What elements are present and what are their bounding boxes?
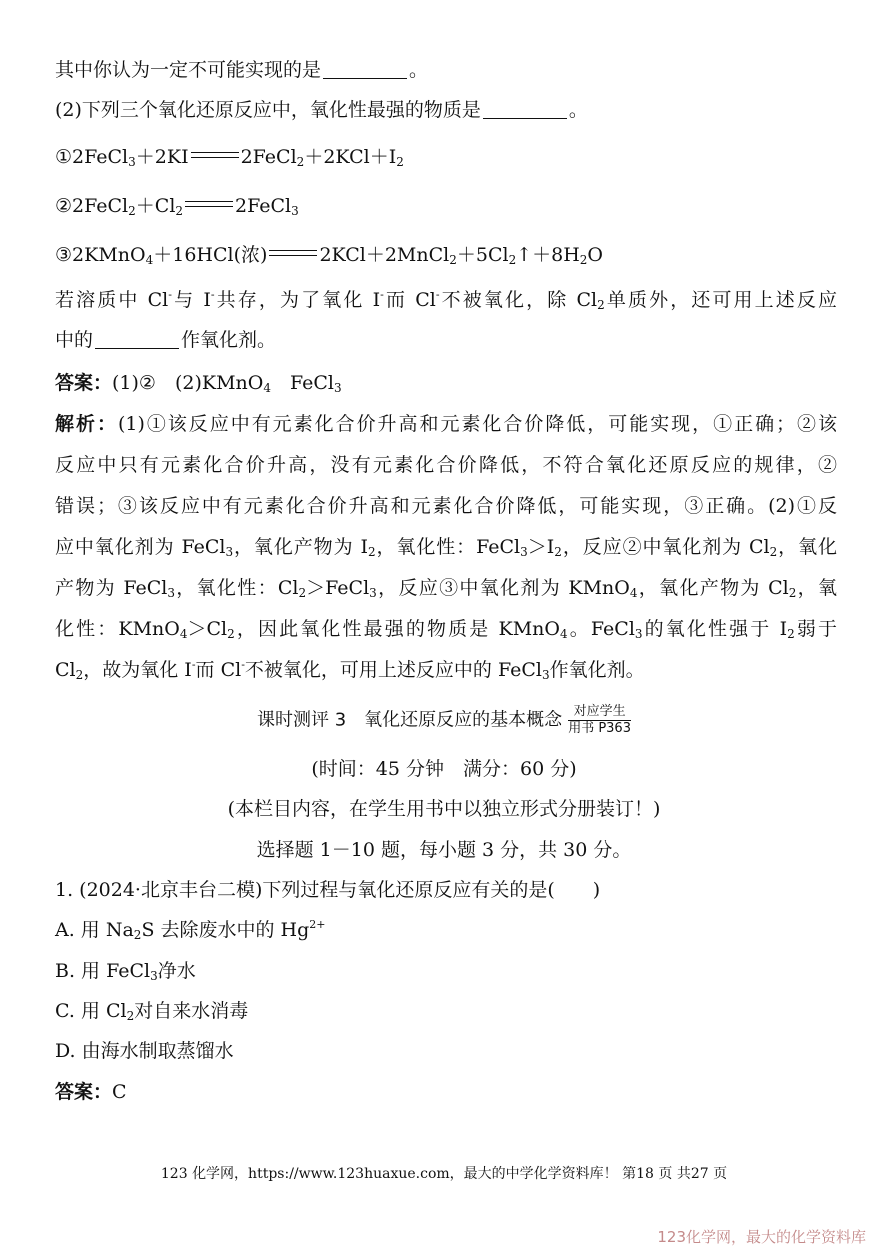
analysis-line-4	[55, 535, 837, 559]
question-1-answer	[55, 1080, 127, 1104]
text: 错误；③该反应中有元素化合价升高和元素化合价降低，可能实现，③正确。(2)①反	[55, 495, 837, 517]
formula: 2FeCl	[235, 195, 292, 217]
text: 。FeCl	[567, 618, 635, 640]
subscript: 2	[788, 586, 797, 600]
subscript: 3	[541, 668, 550, 682]
subscript: 2	[175, 204, 184, 218]
subscript: 2	[449, 253, 457, 267]
text: 的氧化性强于 I	[642, 618, 788, 640]
analysis-label: 解析：	[55, 413, 118, 435]
superscript: -	[191, 658, 196, 671]
text: 化性：KMnO	[55, 618, 180, 640]
text: 而 Cl	[383, 289, 436, 311]
subscript: 3	[634, 627, 643, 641]
superscript: -	[380, 288, 384, 301]
text: B. 用 FeCl	[55, 960, 151, 982]
formula: ＋16HCl(浓)	[153, 244, 268, 266]
subscript: 3	[150, 969, 158, 983]
superscript: -	[241, 658, 245, 671]
subscript: 4	[629, 586, 638, 600]
text: 净水	[157, 960, 196, 982]
text: 不被氧化，除 Cl	[439, 289, 598, 311]
formula: ＋2KI	[135, 146, 189, 168]
formula: 2KMnO	[72, 244, 146, 266]
answer-blank	[95, 330, 179, 349]
text: ，反应③中氧化剂为 KMnO	[376, 577, 630, 599]
question-2-stem	[55, 98, 588, 122]
subscript: 3	[291, 204, 299, 218]
subscript: 4	[179, 627, 188, 641]
text: 应中氧化剂为 FeCl	[55, 536, 226, 558]
subscript: 2	[787, 627, 795, 641]
reaction-3	[55, 243, 603, 267]
subscript: 2	[367, 545, 376, 559]
text: 作氧化剂。	[549, 659, 645, 681]
text: 单质外，还可用上述反应	[604, 289, 838, 311]
text: 弱于	[794, 618, 837, 640]
reaction-2	[55, 194, 299, 218]
line-end: 。	[409, 59, 429, 81]
subscript: 2	[227, 627, 235, 641]
reaction-number: ③	[55, 244, 73, 266]
analysis-line-6	[55, 617, 837, 641]
subscript: 3	[128, 155, 136, 169]
equals-sign	[183, 194, 235, 214]
subscript: 2	[508, 253, 517, 267]
text: (1)①该反应中有元素化合价升高和元素化合价降低，可能实现，①正确；②该	[117, 413, 837, 435]
answer-blank	[323, 60, 407, 79]
text: 产物为 FeCl	[55, 577, 168, 599]
subscript: 2	[769, 545, 778, 559]
answer-text: (1)② (2)KMnO	[112, 372, 264, 394]
formula: ＋5Cl	[456, 244, 509, 266]
answer-label: 答案：	[55, 372, 113, 394]
text: ，因此氧化性最强的物质是 KMnO	[234, 618, 560, 640]
condition-line-1	[55, 288, 837, 312]
question-1-stem: 1. (2024·北京丰台二模)下列过程与氧化还原反应有关的是( )	[55, 879, 601, 901]
text: 对自来水消毒	[134, 1000, 249, 1022]
answer-text: FeCl	[270, 372, 334, 394]
subscript: 3	[520, 545, 528, 559]
watermark: 123化学网，最大的化学资料库	[657, 1228, 866, 1246]
subscript: 3	[369, 586, 377, 600]
superscript: -	[435, 288, 440, 301]
section-title	[0, 704, 888, 737]
option-a	[55, 918, 325, 942]
text: S 去除废水中的 Hg	[141, 919, 310, 941]
option-b	[55, 959, 196, 983]
subscript: 2	[126, 1009, 135, 1023]
q2-text: (2)下列三个氧化还原反应中，氧化性最强的物质是	[55, 99, 481, 121]
answer-blank	[483, 100, 567, 119]
page-footer: 123 化学网，https://www.123huaxue.com，最大的中学化学资料库！ 第18 页 共27 页	[160, 1166, 728, 1182]
text: ＞I	[527, 536, 555, 558]
title-note	[568, 704, 631, 737]
text: ，氧化产物为 Cl	[637, 577, 789, 599]
formula: 2FeCl	[72, 195, 129, 217]
subscript: 3	[225, 545, 234, 559]
answer-text: C	[112, 1081, 127, 1103]
text: C. 用 Cl	[55, 1000, 127, 1022]
text: Cl	[55, 659, 76, 681]
subscript: 3	[167, 586, 175, 600]
formula: ＋2KCl＋I	[304, 146, 397, 168]
text: 反应中只有元素化合价升高，没有元素化合价降低，不符合氧化还原反应的规律，②	[55, 454, 837, 476]
subscript: 2	[296, 155, 305, 169]
formula: 2FeCl	[72, 146, 129, 168]
option-d: D. 由海水制取蒸馏水	[55, 1040, 234, 1062]
text: ，氧	[796, 577, 837, 599]
text: ，氧化产物为 I	[233, 536, 368, 558]
analysis-line-3	[55, 494, 837, 518]
text: A. 用 Na	[55, 919, 134, 941]
note-top: 对应学生	[568, 704, 631, 721]
instructions: 选择题 1－10 题，每小题 3 分，共 30 分。	[256, 839, 632, 861]
subscript: 2	[597, 298, 605, 312]
line-text: 其中你认为一定不可能实现的是	[55, 59, 322, 81]
section-title-text: 课时测评 3 氧化还原反应的基本概念	[257, 709, 563, 731]
analysis-line-7	[55, 658, 645, 682]
text: 与 I	[171, 289, 211, 311]
answer-label: 答案：	[55, 1081, 113, 1103]
text: ＞FeCl	[306, 577, 370, 599]
subscript: 2	[298, 586, 307, 600]
text: 若溶质中 Cl	[55, 289, 169, 311]
superscript: -	[168, 288, 172, 301]
subscript: 2	[579, 253, 588, 267]
text: ，故为氧化 I	[83, 659, 192, 681]
subscript: 4	[560, 627, 568, 641]
formula: 2KCl＋2MnCl	[319, 244, 450, 266]
formula: 2FeCl	[240, 146, 297, 168]
subscript: 2	[128, 204, 136, 218]
text: 共存，为了氧化 I	[214, 289, 381, 311]
text: 中的	[55, 329, 94, 351]
text: ＞Cl	[187, 618, 228, 640]
reaction-number: ①	[55, 146, 73, 168]
formula: ↑＋8H	[516, 244, 580, 266]
superscript: -	[210, 288, 215, 301]
superscript: 2+	[309, 918, 326, 931]
subscript: 4	[145, 253, 154, 267]
condition-line-2	[55, 328, 276, 352]
note-bottom: 用书 P363	[568, 721, 631, 736]
subscript: 2	[396, 155, 404, 169]
option-c	[55, 999, 248, 1023]
analysis-line-5	[55, 576, 837, 600]
subscript: 3	[334, 381, 342, 395]
formula: ＋Cl	[135, 195, 176, 217]
text: ，氧化性：FeCl	[375, 536, 521, 558]
analysis-line-2	[55, 453, 837, 477]
text: 不被氧化，可用上述反应中的 FeCl	[244, 659, 542, 681]
text: 而 Cl	[195, 659, 242, 681]
subscript: 2	[133, 928, 142, 942]
subscript: 2	[554, 545, 562, 559]
text: ，反应②中氧化剂为 Cl	[561, 536, 770, 558]
analysis-line-1	[55, 412, 837, 436]
equals-sign	[267, 243, 319, 263]
subscript: 2	[75, 668, 84, 682]
time-info: (时间：45 分钟 满分：60 分)	[311, 758, 577, 780]
reaction-1	[55, 145, 404, 169]
text: ，氧化性：Cl	[174, 577, 299, 599]
binding-note: (本栏目内容，在学生用书中以独立形式分册装订！)	[227, 798, 661, 820]
equals-sign	[189, 145, 241, 165]
reaction-number: ②	[55, 195, 73, 217]
q2-end: 。	[568, 99, 588, 121]
unanswerable-line	[55, 58, 428, 82]
formula: O	[587, 244, 603, 266]
subscript: 4	[263, 381, 271, 395]
answer-line	[55, 371, 342, 395]
text: ，氧化	[777, 536, 838, 558]
text: 作氧化剂。	[181, 329, 277, 351]
